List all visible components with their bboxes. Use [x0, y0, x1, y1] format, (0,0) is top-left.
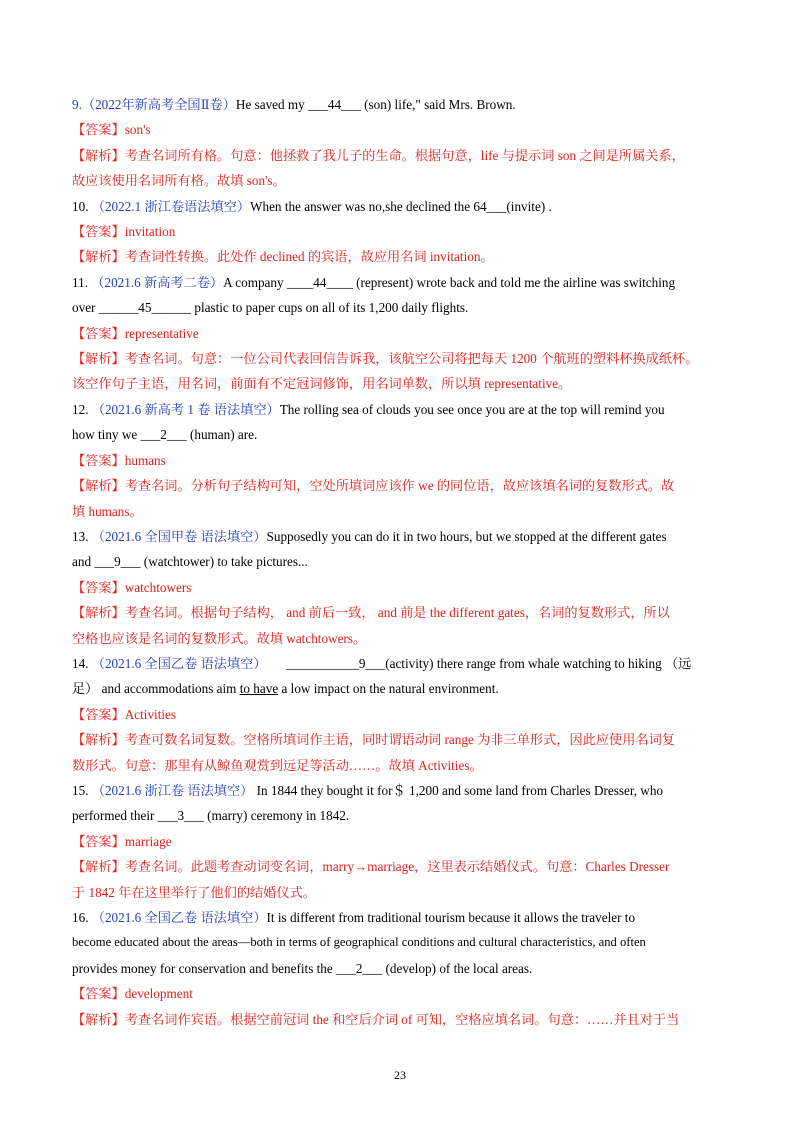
question-blank: ___: [486, 198, 507, 214]
answer-label: 【答案】: [72, 122, 125, 138]
question-blank: ______45______: [98, 300, 192, 316]
explanation-13: [72, 600, 732, 625]
underlined-phrase: to have: [239, 681, 279, 697]
explanation-label: 【解析】: [72, 605, 125, 621]
answer-label: 【答案】: [72, 986, 125, 1002]
answer-label: 【答案】: [72, 579, 125, 595]
question-text: (marry) ceremony in 1842.: [203, 808, 350, 824]
question-number: 14.: [72, 655, 89, 671]
question-source: （2021.6 新高考 1 卷 语法填空）: [91, 401, 280, 417]
answer-10: [72, 219, 732, 244]
answer-9: [72, 117, 732, 142]
question-9: [72, 92, 732, 117]
explanation-9: [72, 143, 732, 168]
question-text: The rolling sea of clouds you see once you are at the top will remind you: [279, 401, 665, 417]
answer-text: humans: [124, 452, 166, 468]
explanation-11: [72, 346, 732, 371]
explanation-15-cont: 于 1842 年在这里举行了他们的结婚仪式。: [72, 884, 316, 900]
question-source: （2021.6 浙江卷 语法填空）: [91, 782, 254, 798]
answer-16: [72, 981, 732, 1006]
explanation-label: 【解析】: [72, 732, 125, 748]
question-14: [72, 651, 732, 676]
question-blank: ___2___: [140, 427, 187, 443]
answer-label: 【答案】: [72, 833, 125, 849]
explanation-15: [72, 854, 732, 879]
answer-text: invitation: [124, 224, 176, 240]
answer-text: development: [124, 986, 193, 1002]
explanation-text: 考查名词作宾语。根据空前冠词 the 和空后介词 of 可知，空格应填名词。句意：……并且对于当: [124, 1011, 680, 1027]
explanation-text: 考查名词。根据句子结构， and 前后一致， and 前是 the different gates，名词的复数形式，所以: [124, 605, 670, 621]
answer-label: 【答案】: [72, 224, 125, 240]
question-text: and: [72, 554, 95, 570]
question-source: （2021.6 全国乙卷 语法填空）: [91, 910, 267, 925]
question-13: [72, 524, 732, 549]
question-15: [72, 778, 732, 803]
question-source: （2021.6 全国甲卷 语法填空）: [91, 528, 267, 544]
question-text: He saved my: [235, 97, 309, 112]
question-text: performed their: [72, 808, 158, 824]
question-16-cont2: [72, 956, 732, 981]
explanation-11-cont: 该空作句子主语，用名词，前面有不定冠词修饰，用名词单数，所以填 representative。: [72, 376, 572, 392]
explanation-label: 【解析】: [72, 249, 125, 265]
question-blank: ___2___: [336, 960, 383, 976]
question-12: [72, 397, 732, 422]
explanation-text: 考查词性转换。此处作 declined 的宾语，故应用名词 invitation。: [124, 249, 494, 265]
question-text: 足） and accommodations aim: [72, 681, 240, 697]
question-blank: ____44____: [286, 274, 353, 290]
answer-11: [72, 321, 732, 346]
question-13-cont: [72, 549, 732, 574]
question-10: [72, 194, 732, 219]
question-12-cont: [72, 422, 732, 447]
question-text: plastic to paper cups on all of its 1,200 daily flights.: [191, 300, 469, 316]
explanation-text: 考查名词。此题考查动词变名词，marry→marriage，这里表示结婚仪式。句意：Charles Dresser: [124, 859, 670, 875]
explanation-text: 考查名词。句意：一位公司代表回信告诉我，该航空公司将把每天 1200 个航班的塑料杯换成纸杯。: [124, 351, 699, 367]
document-body: [72, 92, 732, 1032]
question-text: Supposedly you can do it in two hours, but we stopped at the different gates: [266, 528, 667, 544]
answer-label: 【答案】: [72, 325, 125, 341]
question-text: (represent) wrote back and told me the airline was switching: [352, 274, 676, 290]
explanation-10: [72, 244, 732, 269]
explanation-label: 【解析】: [72, 1011, 125, 1027]
question-number: 11.: [72, 274, 88, 290]
question-11-cont: [72, 295, 732, 320]
question-text: A company: [223, 274, 287, 290]
question-text: When the answer was no,she declined the 64: [250, 198, 487, 214]
explanation-text: 考查名词。分析句子结构可知，空处所填词应该作 we 的同位语，故应该填名词的复数形式。故: [124, 478, 675, 494]
question-blank: ___3___: [157, 808, 204, 824]
question-11: [72, 270, 732, 295]
explanation-12-cont: 填 humans。: [72, 503, 143, 519]
question-text: (son) life," said Mrs. Brown.: [360, 97, 516, 112]
question-number: 9.: [72, 97, 82, 112]
answer-label: 【答案】: [72, 706, 125, 722]
question-text: (develop) of the local areas.: [382, 960, 533, 976]
question-number: 10.: [72, 198, 89, 214]
answer-text: Activities: [124, 706, 177, 722]
explanation-13-cont: 空格也应该是名词的复数形式。故填 watchtowers。: [72, 630, 367, 646]
question-text: It is different from traditional tourism because it allows the traveler to: [266, 910, 636, 925]
explanation-9-cont: 故应该使用名词所有格。故填 son's。: [72, 173, 286, 189]
question-source: （2021.6 新高考二卷）: [91, 274, 224, 290]
question-blank: ___44___: [308, 97, 361, 112]
question-number: 15.: [72, 782, 89, 798]
explanation-label: 【解析】: [72, 351, 125, 367]
question-14-cont: [72, 676, 732, 701]
answer-text: watchtowers: [124, 579, 192, 595]
question-text: how tiny we: [72, 427, 141, 443]
explanation-14-cont: 数形式。句意：那里有从鲸鱼观赏到远足等活动……。故填 Activities。: [72, 757, 483, 773]
question-source: （2021.6 全国乙卷 语法填空）: [91, 655, 267, 671]
explanation-16: [72, 1007, 732, 1032]
answer-14: [72, 702, 732, 727]
question-blank: ___________9___: [286, 655, 386, 671]
explanation-text: 考查名词所有格。句意：他拯救了我儿子的生命。根据句意，life 与提示词 son 之间是所属关系，: [124, 147, 685, 163]
question-blank: ___9___: [94, 554, 141, 570]
question-15-cont: [72, 803, 732, 828]
question-text: (watchtower) to take pictures...: [140, 554, 308, 570]
question-16-cont: become educated about the areas—both in terms of geographical conditions and cultural characteristics, and often: [72, 935, 646, 950]
question-text: provides money for conservation and benefits the: [72, 960, 337, 976]
answer-label: 【答案】: [72, 452, 125, 468]
question-source: （2022年新高考全国Ⅱ卷）: [81, 97, 236, 112]
question-text: (invite) .: [506, 198, 552, 214]
explanation-label: 【解析】: [72, 859, 125, 875]
explanation-label: 【解析】: [72, 147, 125, 163]
question-text: [267, 656, 287, 671]
page-number: 23: [394, 1068, 406, 1082]
question-text: In 1844 they bought it for＄ 1,200 and some land from Charles Dresser, who: [253, 782, 664, 798]
question-source: （2022.1 浙江卷语法填空）: [91, 198, 251, 214]
answer-text: son's: [124, 122, 151, 138]
answer-text: representative: [124, 325, 199, 341]
explanation-12: [72, 473, 732, 498]
question-number: 12.: [72, 401, 89, 417]
question-text: (activity) there range from whale watching to hiking （远: [385, 655, 692, 671]
question-number: 16.: [72, 910, 89, 925]
question-16: [72, 905, 732, 930]
question-number: 13.: [72, 528, 89, 544]
answer-13: [72, 575, 732, 600]
question-text: (human) are.: [186, 427, 258, 443]
question-text: a low impact on the natural environment.: [278, 681, 499, 697]
question-text: over: [72, 300, 99, 316]
answer-12: [72, 448, 732, 473]
explanation-text: 考查可数名词复数。空格所填词作主语，同时谓语动词 range 为非三单形式，因此应使用名词复: [124, 732, 675, 748]
explanation-14: [72, 727, 732, 752]
explanation-label: 【解析】: [72, 478, 125, 494]
answer-15: [72, 829, 732, 854]
answer-text: marriage: [124, 833, 172, 849]
